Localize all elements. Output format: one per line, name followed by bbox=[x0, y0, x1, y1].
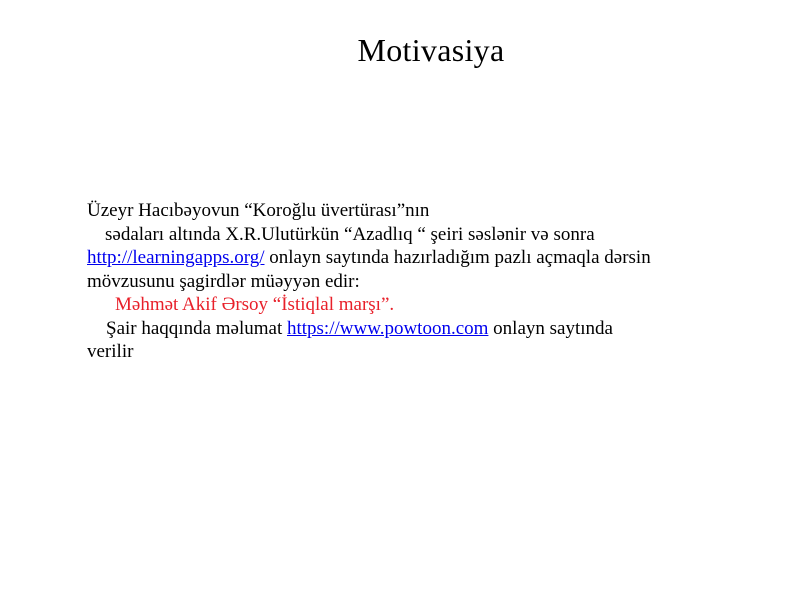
body-text bbox=[87, 199, 777, 364]
text-line bbox=[87, 317, 777, 341]
highlighted-line: Məhmət Akif Ərsoy “İstiqlal marşı”. bbox=[115, 294, 395, 315]
text-fragment: onlayn saytında hazırladığım pazlı açmaqla dərsin bbox=[264, 247, 651, 268]
learningapps-link[interactable]: http://learningapps.org/ bbox=[87, 247, 265, 268]
text-fragment: onlayn saytında bbox=[488, 317, 613, 339]
text-line: Üzeyr Hacıbəyovun “Koroğlu üvertürası”nın bbox=[87, 200, 430, 221]
powtoon-link[interactable]: https://www.powtoon.com bbox=[286, 317, 489, 339]
text-line: sədaları altında X.R.Ulutürkün “Azadlıq “ şeiri səslənir və sonra bbox=[105, 223, 595, 245]
text-line: mövzusunu şagirdlər müəyyən edir: bbox=[87, 270, 360, 292]
slide-title: Motivasiya bbox=[357, 32, 505, 68]
text-line: verilir bbox=[87, 341, 134, 362]
text-fragment: Şair haqqında məlumat bbox=[106, 317, 287, 339]
text-line bbox=[87, 246, 777, 270]
